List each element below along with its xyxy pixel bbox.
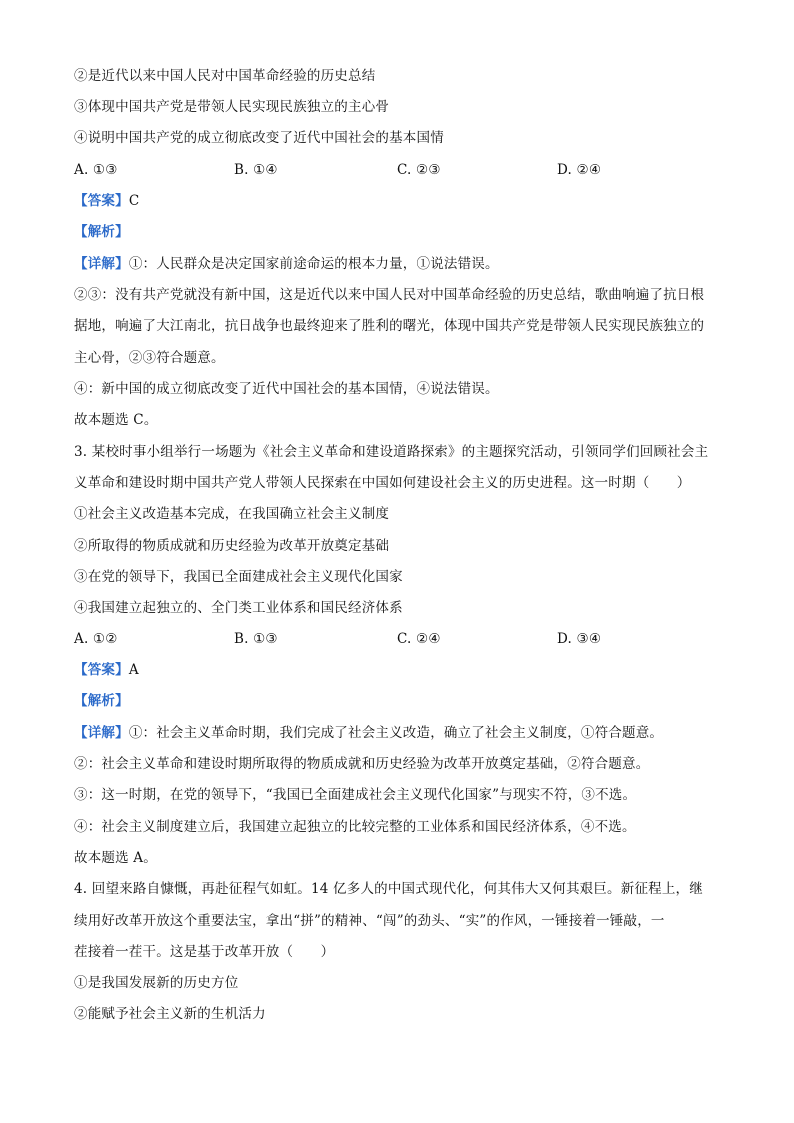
q3-stem-line-1: 3. 某校时事小组举行一场题为《社会主义革命和建设道路探索》的主题探究活动，引领同学们回顾社会主 — [74, 444, 709, 460]
q2-detail-2b: 据地，响遍了大江南北，抗日战争也最终迎来了胜利的曙光，体现中国共产党是带领人民实现民族独立的 — [74, 318, 705, 334]
q4-stem-line-1: 4. 回望来路自慷慨，再赴征程气如虹。14 亿多人的中国式现代化，何其伟大又何其艰巨。新征程上，继 — [74, 881, 703, 897]
q3-statement-2: ②所取得的物质成就和历史经验为改革开放奠定基础 — [74, 538, 390, 554]
q4-stem-line-2: 续用好改革开放这个重要法宝，拿出“拼”的精神、“闯”的劲头、“实”的作风，一锤接着一锤敲，一 — [74, 913, 665, 929]
q3-detail-3: ③：这一时期，在党的领导下，“我国已全面建成社会主义现代化国家”与现实不符，③不选。 — [74, 787, 637, 803]
q3-options — [74, 630, 724, 648]
q2-options — [74, 161, 724, 179]
q3-option-b: B. ①③ — [234, 631, 278, 647]
q2-detail-1 — [74, 255, 499, 273]
q3-option-d: D. ③④ — [557, 631, 602, 647]
q2-option-a: A. ①③ — [74, 162, 118, 178]
q2-detail-2c: 主心骨，②③符合题意。 — [74, 350, 225, 366]
q3-statement-3: ③在党的领导下，我国已全面建成社会主义现代化国家 — [74, 569, 403, 585]
q4-statement-1: ①是我国发展新的历史方位 — [74, 975, 239, 991]
q2-detail-tag: 【详解】 — [74, 256, 129, 272]
q2-detail-1-text: ①：人民群众是决定国家前途命运的根本力量，①说法错误。 — [128, 256, 499, 272]
q3-detail-1-text: ①：社会主义革命时期，我们完成了社会主义改造，确立了社会主义制度，①符合题意。 — [128, 725, 664, 741]
q2-detail-3: ④：新中国的成立彻底改变了近代中国社会的基本国情，④说法错误。 — [74, 381, 499, 397]
q2-detail-2a: ②③：没有共产党就没有新中国，这是近代以来中国人民对中国革命经验的历史总结，歌曲响遍了抗日根 — [74, 287, 705, 303]
q2-answer-value: C — [128, 193, 140, 209]
q3-statement-4: ④我国建立起独立的、全门类工业体系和国民经济体系 — [74, 600, 403, 616]
q2-answer-tag: 【答案】 — [74, 193, 129, 209]
q2-statement-3: ③体现中国共产党是带领人民实现民族独立的主心骨 — [74, 99, 390, 115]
q2-answer-line — [74, 192, 139, 210]
q2-option-b: B. ①④ — [234, 162, 278, 178]
q4-stem-line-3: 茬接着一茬干。这是基于改革开放（ ） — [74, 944, 335, 960]
q3-stem-line-2: 义革命和建设时期中国共产党人带领人民探索在中国如何建设社会主义的历史进程。这一时期（ ） — [74, 475, 691, 491]
q3-detail-tag: 【详解】 — [74, 725, 129, 741]
q3-answer-line — [74, 661, 139, 679]
q3-answer-tag: 【答案】 — [74, 662, 129, 678]
q2-analysis-tag: 【解析】 — [74, 224, 129, 240]
q2-statement-4: ④说明中国共产党的成立彻底改变了近代中国社会的基本国情 — [74, 130, 444, 146]
q3-statement-1: ①社会主义改造基本完成，在我国确立社会主义制度 — [74, 506, 390, 522]
q2-option-d: D. ②④ — [557, 162, 602, 178]
q3-detail-4: ④：社会主义制度建立后，我国建立起独立的比较完整的工业体系和国民经济体系，④不选。 — [74, 819, 636, 835]
q3-answer-value: A — [128, 662, 139, 678]
q3-option-c: C. ②④ — [397, 631, 441, 647]
q4-statement-2: ②能赋予社会主义新的生机活力 — [74, 1006, 266, 1022]
q3-detail-2: ②：社会主义革命和建设时期所取得的物质成就和历史经验为改革开放奠定基础，②符合题意。 — [74, 756, 650, 772]
q3-analysis-tag: 【解析】 — [74, 693, 129, 709]
q3-conclusion: 故本题选 A。 — [74, 850, 157, 866]
q3-detail-1 — [74, 724, 663, 742]
q2-option-c: C. ②③ — [397, 162, 441, 178]
q2-conclusion: 故本题选 C。 — [74, 412, 158, 428]
q3-option-a: A. ①② — [74, 631, 118, 647]
q2-statement-2: ②是近代以来中国人民对中国革命经验的历史总结 — [74, 68, 376, 84]
